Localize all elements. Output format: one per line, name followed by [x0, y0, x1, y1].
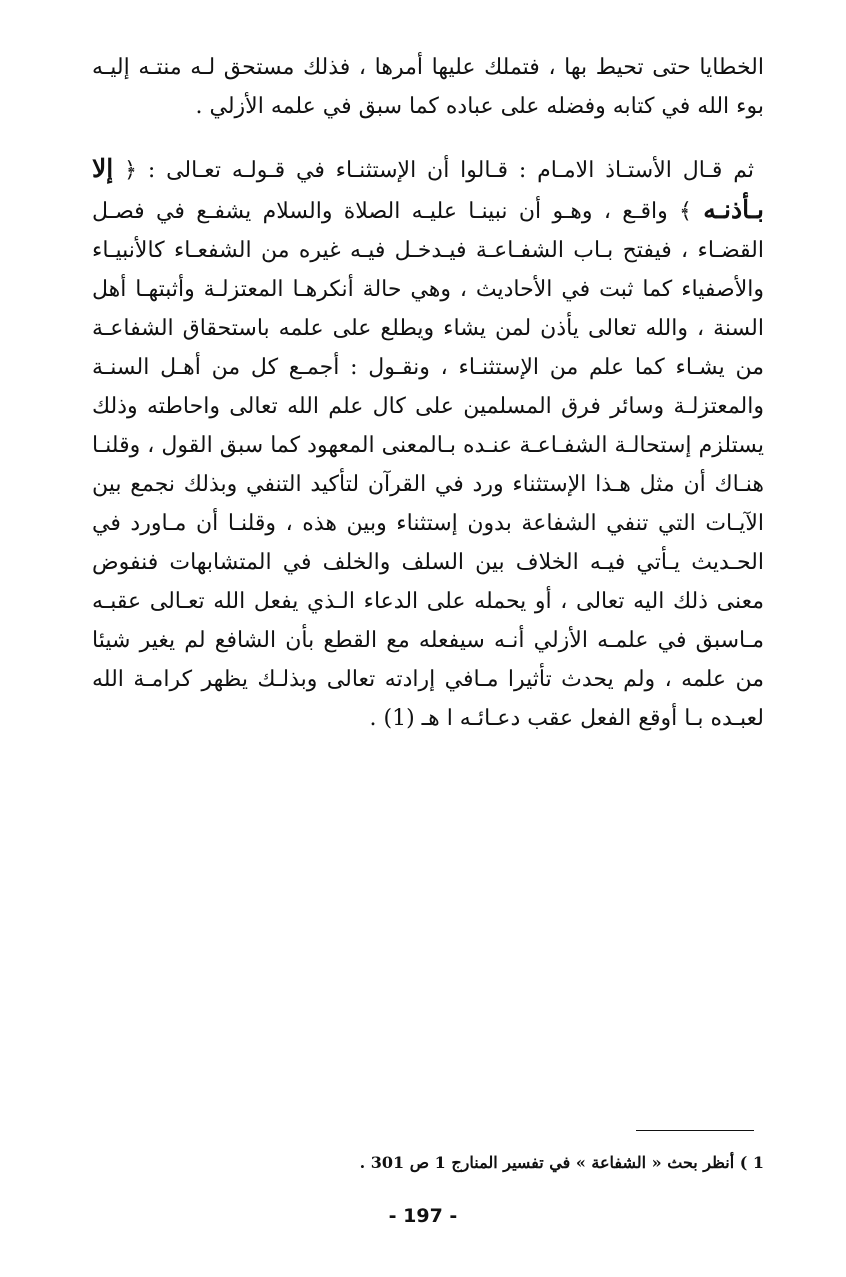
- body-paragraph-2: [92, 149, 764, 738]
- paragraph-1-text: الخطايا حتى تحيط بها ، فتملك عليها أمرها ، فذلك مستحق لـه منتـه إليـه بوء الله في كتابه وفضله على عباده كما سبق في علمه الأزلي .: [92, 55, 764, 119]
- footnote-divider: [636, 1130, 754, 1131]
- paragraph-2-prefix: ثم قـال الأستـاذ الامـام : قـالوا أن الإستثنـاء في قـولـه تعـالى : ﴿: [113, 158, 754, 183]
- body-paragraph-1: [92, 48, 764, 126]
- page-number: - 197 -: [388, 1205, 458, 1227]
- paragraph-2-text: [92, 149, 764, 738]
- footnote: 1 ) أنظر بحث « الشفاعة » في تفسير المنارج 1 ص 301 .: [359, 1153, 764, 1172]
- paragraph-2-rest: ﴾ واقـع ، وهـو أن نبينـا عليـه الصلاة والسلام يشفـع في فصـل القضـاء ، فيفتح بـاب الشفـاعـة فيـدخـل فيـه غيره من الشفعـاء كالأنبيـاء والأصفياء كما ثبت في الأحاديث ، وهي حالة أنكرهـا المعتزلـة وأثبتهـا أهل السنة ، والله تعالى يأذن لمن يشاء ويطلع على علمه باستحقاق الشفاعـة من يشـاء كما علم من الإستثنـاء ، ونقـول : أجمـع كل من أهـل السنـة والمعتزلـة وسائر فرق المسلمين على كال علم الله تعالى واحاطته وذلك يستلزم إستحالـة الشفـاعـة عنـده بـالمعنى المعهود كما سبق القول ، وقلنـا هنـاك أن مثل هـذا الإستثناء ورد في القرآن لتأكيد التنفي وبذلك نجمع بين الآيـات التي تنفي الشفاعة بدون إستثناء وبين هذه ، وقلنـا أن مـاورد في الحـديث يـأتي فيـه الخلاف بين السلف والخلف في المتشابهات فنفوض معنى ذلك اليه تعالى ، أو يحمله على الدعاء الـذي يفعل الله تعـالى عقبـه مـاسبق في علمـه الأزلي أنـه سيفعله مع القطع بأن الشافع لم يغير شيئا من علمه ، ولم يحدث تأثيرا مـافي إرادته تعالى وبذلـك يظهر كرامـة الله لعبـده بـا أوقع الفعل عقب دعـائـه ا هـ (1) .: [92, 199, 764, 731]
- quran-quote: إلا بـأذنـه: [92, 154, 764, 224]
